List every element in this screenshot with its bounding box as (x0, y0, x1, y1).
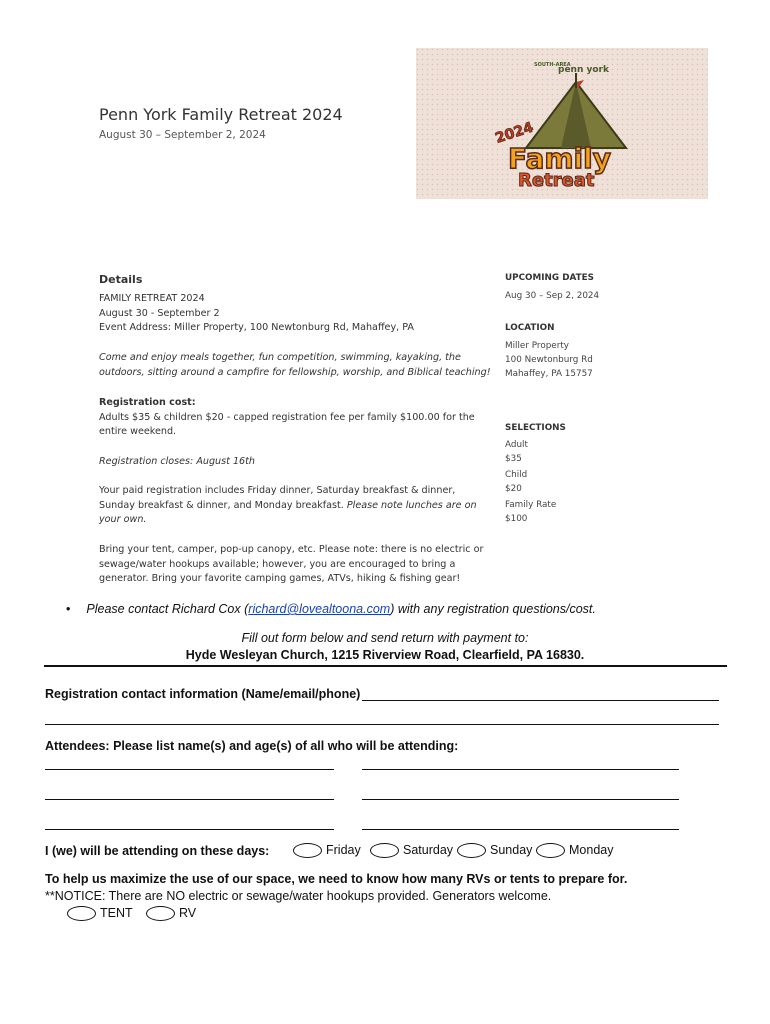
attendee-field[interactable] (45, 799, 334, 800)
svg-text:Family: Family (508, 142, 612, 175)
checkbox-oval-icon[interactable] (370, 843, 399, 858)
contact-info-field-2[interactable] (45, 724, 719, 725)
selection-label: Family Rate (505, 500, 557, 510)
day-option-sunday[interactable] (457, 843, 532, 858)
svg-text:SOUTH-AREA: SOUTH-AREA (534, 62, 571, 68)
event-address: Event Address: Miller Property, 100 Newtonburg Rd, Mahaffey, PA (99, 322, 414, 333)
selection-adult (505, 438, 528, 466)
invite-line: outdoors, sitting around a campfire for fellowship, worship, and Biblical teaching! (99, 366, 491, 378)
contact-info-field[interactable] (362, 700, 719, 701)
selection-label: Adult (505, 440, 528, 450)
location-address (505, 339, 593, 381)
return-instructions: Fill out form below and send return with payment to: (241, 631, 529, 645)
svg-text:Retreat: Retreat (518, 170, 595, 191)
meals-line: Sunday breakfast & dinner, and Monday breakfast. (99, 499, 347, 511)
days-label: I (we) will be attending on these days: (45, 844, 270, 858)
invite-line: Come and enjoy meals together, fun competition, swimming, kayaking, the (99, 352, 461, 363)
selection-price: $100 (505, 514, 528, 524)
page-title: Penn York Family Retreat 2024 (99, 105, 343, 124)
location-heading: LOCATION (505, 323, 555, 333)
svg-text:2024: 2024 (493, 119, 536, 147)
rv-prompt: To help us maximize the use of our space, we need to know how many RVs or tents to prepare for. (45, 872, 628, 886)
selection-price: $20 (505, 484, 522, 494)
cost-line: entire weekend. (99, 426, 177, 437)
lunch-note: Please note lunches are on (346, 499, 477, 511)
details-heading: Details (99, 273, 143, 286)
bring-line: generator. Bring your favorite camping games, ATVs, hiking & fishing gear! (99, 573, 461, 584)
details-meals (99, 484, 477, 528)
bullet-icon: • (66, 602, 71, 616)
contact-info-label: Registration contact information (Name/email/phone) (45, 687, 361, 701)
details-cost (99, 396, 475, 440)
location-line: 100 Newtonburg Rd (505, 355, 593, 365)
retreat-logo (416, 48, 708, 199)
attendee-field[interactable] (362, 829, 679, 830)
day-label: Monday (569, 843, 614, 857)
bring-line: sewage/water hookups available; however, you are encouraged to bring a (99, 558, 456, 570)
contact-prefix: Please contact Richard Cox ( (86, 602, 249, 616)
page-dates: August 30 – September 2, 2024 (99, 129, 266, 141)
lodging-option-rv[interactable] (146, 906, 196, 921)
day-label: Saturday (403, 843, 454, 857)
selection-child (505, 468, 527, 496)
checkbox-oval-icon[interactable] (146, 906, 175, 921)
checkbox-oval-icon[interactable] (293, 843, 322, 858)
day-option-saturday[interactable] (370, 843, 453, 858)
location-line: Miller Property (505, 341, 569, 351)
attendee-field[interactable] (362, 799, 679, 800)
svg-text:penn york: penn york (558, 65, 609, 75)
checkbox-oval-icon[interactable] (67, 906, 96, 921)
lodging-label: TENT (100, 906, 133, 920)
lodging-option-tent[interactable] (67, 906, 133, 921)
event-name: FAMILY RETREAT 2024 (99, 293, 205, 304)
return-address: Hyde Wesleyan Church, 1215 Riverview Road, Clearfield, PA 16830. (185, 648, 585, 662)
details-invite (99, 351, 491, 380)
selection-price: $35 (505, 454, 522, 464)
details-event-info (99, 292, 414, 336)
selections-heading: SELECTIONS (505, 423, 566, 433)
registration-closes: Registration closes: August 16th (99, 456, 255, 467)
upcoming-dates-heading: UPCOMING DATES (505, 273, 594, 283)
checkbox-oval-icon[interactable] (457, 843, 486, 858)
attendee-field[interactable] (45, 829, 334, 830)
selection-label: Child (505, 470, 528, 480)
lodging-label: RV (179, 906, 197, 920)
attendee-field[interactable] (45, 769, 334, 770)
day-option-monday[interactable] (536, 843, 613, 858)
checkbox-oval-icon[interactable] (536, 843, 565, 858)
divider (44, 665, 727, 667)
day-label: Sunday (490, 843, 533, 857)
day-option-friday[interactable] (293, 843, 361, 858)
contact-email-link[interactable]: richard@lovealtoona.com (248, 602, 391, 616)
contact-bullet (66, 602, 596, 616)
meals-line: your own. (99, 514, 147, 525)
event-dates: August 30 - September 2 (99, 307, 220, 319)
attendee-field[interactable] (362, 769, 679, 770)
selection-family (505, 498, 556, 526)
attendees-label: Attendees: Please list name(s) and age(s) of all who will be attending: (45, 739, 459, 753)
contact-suffix: ) with any registration questions/cost. (390, 602, 596, 616)
bring-line: Bring your tent, camper, pop-up canopy, etc. Please note: there is no electric or (99, 544, 484, 555)
cost-line: Adults $35 & children $20 - capped registration fee per family $100.00 for the (99, 411, 475, 423)
location-line: Mahaffey, PA 15757 (505, 369, 593, 379)
details-bring (99, 543, 483, 587)
day-label: Friday (326, 843, 361, 857)
cost-heading: Registration cost: (99, 397, 196, 408)
upcoming-dates-value: Aug 30 – Sep 2, 2024 (505, 291, 600, 301)
hookup-notice: **NOTICE: There are NO electric or sewage/water hookups provided. Generators welcome. (45, 889, 552, 903)
meals-line: Your paid registration includes Friday dinner, Saturday breakfast & dinner, (99, 485, 456, 496)
